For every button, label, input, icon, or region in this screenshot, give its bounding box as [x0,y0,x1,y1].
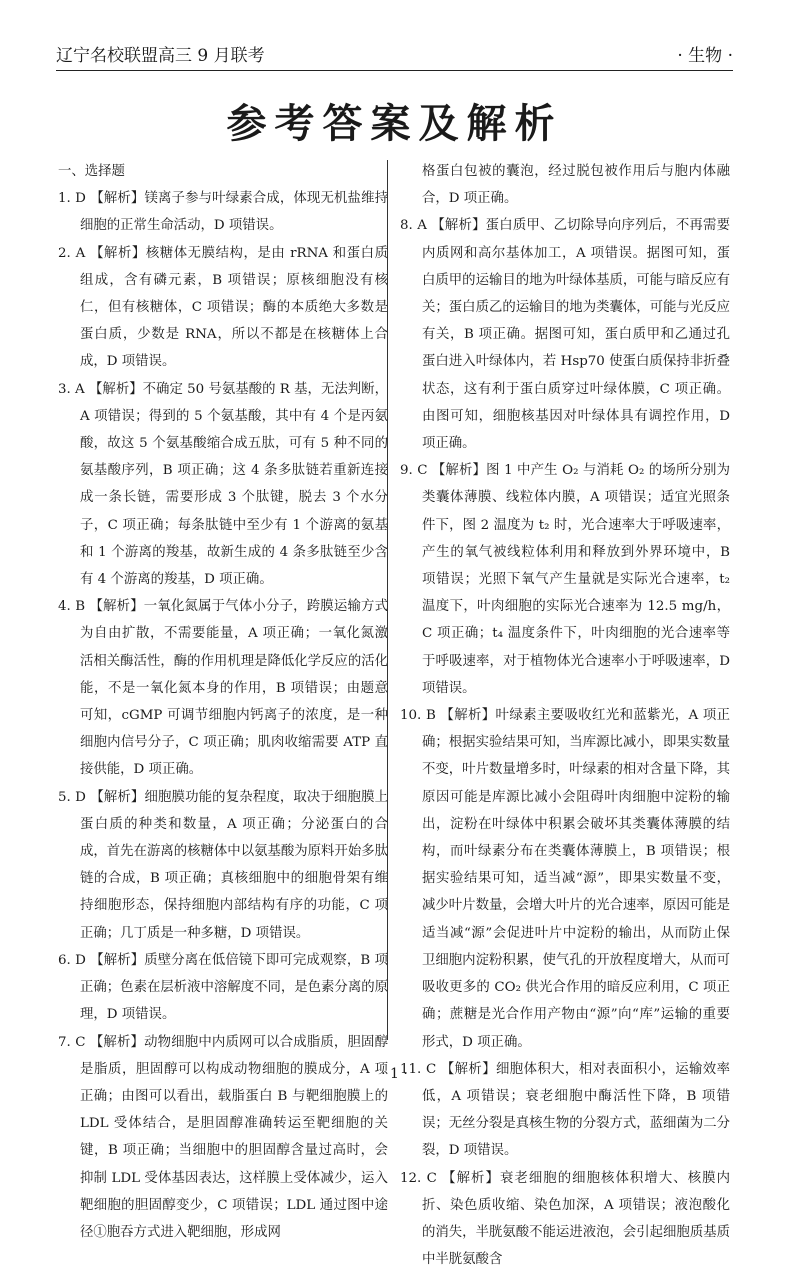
page-header [56,40,733,66]
column-divider [387,160,388,1040]
exam-name: 辽宁名校联盟高三 9 月联考 [56,46,265,66]
answer-item-6: 6. D 【解析】质壁分离在低倍镜下即可完成观察，B 项正确；色素在层析液中溶解度不同，是色素分离的原理，D 项错误。 [58,952,388,1023]
subject-name: · 生物 · [677,46,733,66]
answer-item-5: 5. D 【解析】细胞膜功能的复杂程度，取决于细胞膜上蛋白质的种类和数量，A 项正确；分泌蛋白的合成，首先在游离的核糖体中以氨基酸为原料开始多肽链的合成，B 项正确；真核细胞中的细胞骨架有维持细胞形态，保持细胞内部结构有序的功能，C 项正确；几丁质是一种多糖，D 项错误。 [58,789,388,941]
section-heading: 一、选择题 [58,164,125,179]
answer-item-7: 7. C 【解析】动物细胞中内质网可以合成脂质，胆固醇是脂质，胆固醇可以构成动物细胞的膜成分，A 项正确；由图可以看出，载脂蛋白 B 与靶细胞膜上的 LDL 受体结合，是胆固醇准确转运至靶细胞的关键，B 项正确；当细胞中的胆固醇含量过高时，会抑制 LDL 受体基因表达，这样膜上受体减少，运入靶细胞的胆固醇变少，C 项错误；LDL 通过图中途径①胞吞方式进入靶细胞，形成网 [58,1034,388,1240]
answer-item-11: 11. C 【解析】细胞体积大，相对表面积小，运输效率低，A 项错误；衰老细胞中酶活性下降，B 项错误；无丝分裂是真核生物的分裂方式，蓝细菌为二分裂，D 项错误。 [400,1061,730,1159]
answer-item-1: 1. D 【解析】镁离子参与叶绿素合成，体现无机盐维持细胞的正常生命活动，D 项错误。 [58,191,388,234]
left-column [58,158,388,1246]
answer-item-3: 3. A 【解析】不确定 50 号氨基酸的 R 基，无法判断，A 项错误；得到的 5 个氨基酸，其中有 4 个是丙氨酸，故这 5 个氨基酸缩合成五肽，可有 5 种不同的氨基酸序列，B 项正确；这 4 条多肽链若重新连接成一条长链，需要形成 3 个肽键，脱去 3 个水分子，C 项正确；每条肽链中至少有 1 个游离的氨基和 1 个游离的羧基，故新生成的 4 条多肽链至少含有 4 个游离的羧基，D 项正确。 [58,381,388,588]
page-title: 参考答案及解析 [226,101,563,147]
answer-item-12: 12. C 【解析】衰老细胞的细胞核体积增大、核膜内折、染色质收缩、染色加深，A 项错误；液泡酸化的消失，半胱氨酸不能运进液泡，会引起细胞质基质中半胱氨酸含 [400,1170,730,1268]
answer-item-8: 8. A 【解析】蛋白质甲、乙切除导向序列后，不再需要内质网和高尔基体加工，A 项错误。据图可知，蛋白质甲的运输目的地为叶绿体基质，可能与暗反应有关；蛋白质乙的运输目的地为类囊体，可能与光反应有关，B 项正确。据图可知，蛋白质甲和乙通过孔蛋白进入叶绿体内，若 Hsp70 使蛋白质保持非折叠状态，这有利于蛋白质穿过叶绿体膜，C 项正确。由图可知，细胞核基因对叶绿体具有调控作用，D 项正确。 [400,218,730,452]
answer-item-10: 10. B 【解析】叶绿素主要吸收红光和蓝紫光，A 项正确；根据实验结果可知，当库源比减小，即果实数量不变，叶片数量增多时，叶绿素的相对含量下降，其原因可能是库源比减小会阻碍叶肉细胞中淀粉的输出，淀粉在叶绿体中积累会破坏其类囊体薄膜的结构，而叶绿素分布在类囊体薄膜上，B 项错误；根据实验结果可知，适当减“源”，即果实数量不变，减少叶片数量，会增大叶片的光合速率，原因可能是适当减“源”会促进叶片中淀粉的输出，从而防止保卫细胞内淀粉积累，使气孔的开放程度增大，从而可吸收更多的 CO₂ 供光合作用的暗反应利用，C 项正确；蔗糖是光合作用产物由“源”向“库”运输的重要形式，D 项正确。 [400,708,730,1050]
answer-item-4: 4. B 【解析】一氧化氮属于气体小分子，跨膜运输方式为自由扩散，不需要能量，A 项正确；一氧化氮激活相关酶活性，酶的作用机理是降低化学反应的活化能，不是一氧化氮本身的作用，B 项错误；由题意可知，cGMP 可调节细胞内钙离子的浓度，是一种细胞内信号分子，C 项正确；肌肉收缩需要 ATP 直接供能，D 项正确。 [58,599,388,778]
header-rule [56,70,733,71]
answer-item-7-continued: 格蛋白包被的囊泡，经过脱包被作用后与胞内体融合，D 项正确。 [422,164,730,207]
right-column [400,158,730,1273]
answer-item-9: 9. C 【解析】图 1 中产生 O₂ 与消耗 O₂ 的场所分别为类囊体薄膜、线粒体内膜，A 项错误；适宜光照条件下，图 2 温度为 t₂ 时，光合速率大于呼吸速率，产生的氧气被线粒体利用和释放到外界环境中，B 项错误；光照下氧气产生量就是实际光合速率，t₂ 温度下，叶肉细胞的实际光合速率为 12.5 mg/h，C 项正确；t₄ 温度条件下，叶肉细胞的光合速率等于呼吸速率，对于植物体光合速率小于呼吸速率，D 项错误。 [400,463,730,696]
page-number: · 1 · [381,1066,408,1082]
answer-item-2: 2. A 【解析】核糖体无膜结构，是由 rRNA 和蛋白质组成，含有磷元素，B 项错误；原核细胞没有核仁，但有核糖体，C 项错误；酶的本质绝大多数是蛋白质，少数是 RNA，所以不都是在核糖体上合成，D 项错误。 [58,245,388,370]
